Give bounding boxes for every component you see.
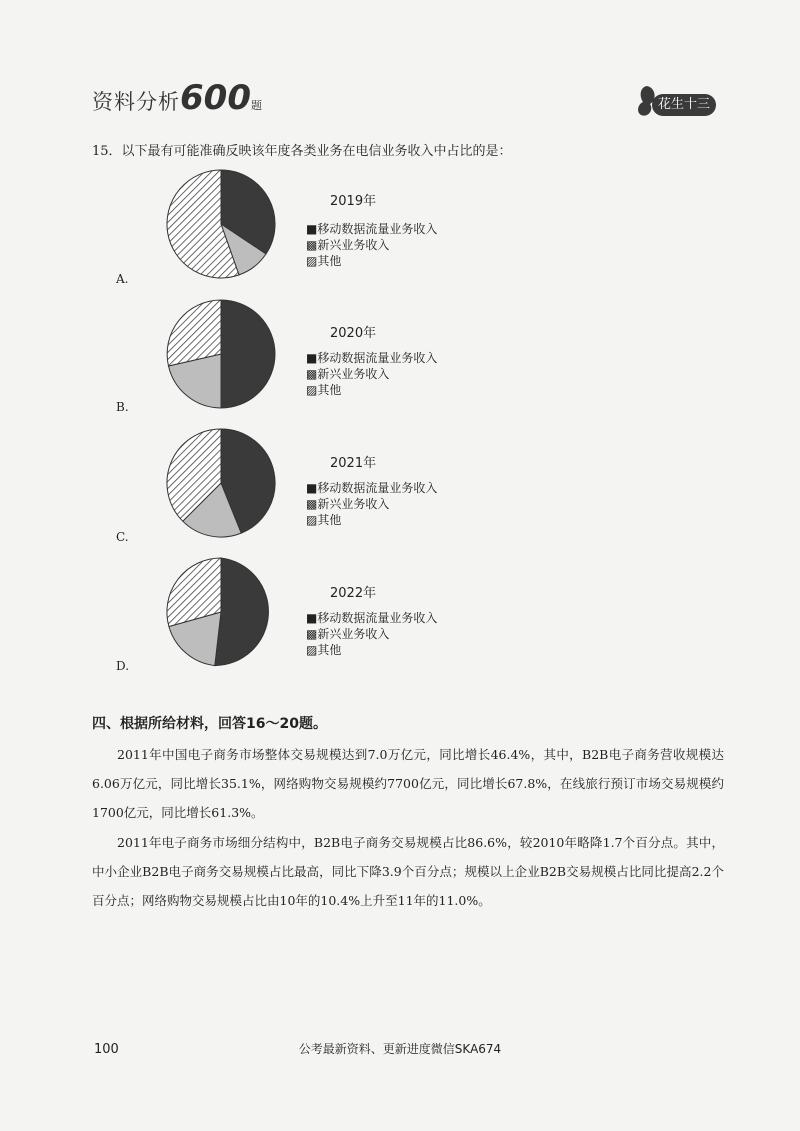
legend-item-emerging: ▩新兴业务收入	[306, 627, 390, 641]
section-title: 四、根据所给材料，回答16～20题。	[92, 716, 327, 732]
book-title	[92, 78, 263, 118]
legend-item-other: ▨其他	[306, 513, 342, 527]
option-c-year: 2021年	[330, 456, 377, 471]
legend-item-other: ▨其他	[306, 254, 342, 268]
book-title-number: 600	[180, 78, 251, 118]
brand-logo	[636, 80, 724, 118]
legend-item-emerging: ▩新兴业务收入	[306, 497, 390, 511]
slice-mobile-data	[215, 558, 269, 666]
legend-item-emerging: ▩新兴业务收入	[306, 238, 390, 252]
option-d-legend	[306, 610, 437, 658]
option-c-legend	[306, 480, 437, 528]
paragraph-text: 2011年电子商务市场细分结构中，B2B电子商务交易规模占比86.6%，较2010年略降1.7个百分点。其中，中小企业B2B电子商务交易规模占比最高，同比下降3.9个百分点；规模以上企业B2B交易规模占比同比提高2.2个百分点；网络购物交易规模占比由10年的10.4%上升至11年的11.0%。	[92, 835, 724, 908]
paragraph-text: 2011年中国电子商务市场整体交易规模达到7.0万亿元，同比增长46.4%，其中，B2B电子商务营收规模达6.06万亿元，同比增长35.1%，网络购物交易规模约7700亿元，同比增长67.8%，在线旅行预订市场交易规模约1700亿元，同比增长61.3%。	[92, 747, 724, 820]
option-d-label: D.	[116, 659, 130, 673]
material-paragraph-1	[92, 740, 724, 827]
slice-other	[167, 300, 221, 366]
pie-chart-d[interactable]	[165, 556, 277, 668]
pie-chart-b[interactable]	[165, 298, 277, 410]
option-b-year: 2020年	[330, 326, 377, 341]
footer-text: 公考最新资料、更新进度微信SKA674	[298, 1042, 502, 1056]
slice-mobile-data	[221, 300, 275, 408]
pie-chart-a[interactable]	[165, 168, 277, 280]
book-title-text: 资料分析	[92, 90, 180, 114]
legend-item-emerging: ▩新兴业务收入	[306, 367, 390, 381]
option-d-year: 2022年	[330, 586, 377, 601]
question-15: 15．以下最有可能准确反映该年度各类业务在电信业务收入中占比的是：	[92, 144, 512, 159]
option-a-label: A.	[116, 272, 129, 286]
brand-badge-text: 花生十三	[652, 94, 716, 116]
material-paragraph-2	[92, 828, 724, 915]
legend-item-mobile-data: ■移动数据流量业务收入	[306, 351, 438, 365]
legend-item-other: ▨其他	[306, 643, 342, 657]
option-c-label: C.	[116, 530, 129, 544]
option-b-legend	[306, 350, 437, 398]
option-b-label: B.	[116, 400, 129, 414]
book-title-suffix: 题	[250, 99, 263, 112]
legend-item-other: ▨其他	[306, 383, 342, 397]
option-a-year: 2019年	[330, 194, 377, 209]
legend-item-mobile-data: ■移动数据流量业务收入	[306, 611, 438, 625]
legend-item-mobile-data: ■移动数据流量业务收入	[306, 222, 438, 236]
pie-chart-c[interactable]	[165, 427, 277, 539]
legend-item-mobile-data: ■移动数据流量业务收入	[306, 481, 438, 495]
option-a-legend	[306, 221, 437, 269]
page-number: 100	[94, 1042, 119, 1057]
